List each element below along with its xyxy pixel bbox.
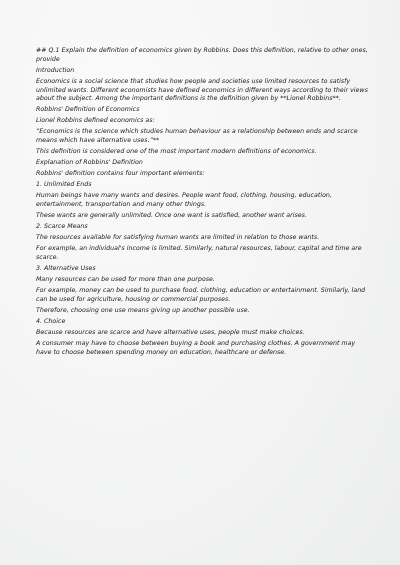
paragraph: For example, money can be used to purchase food, clothing, education or entertainment. Similarly, land can be used for agriculture, housing or commercial purposes. [36, 287, 366, 304]
paragraph: A consumer may have to choose between buying a book and purchasing clothes. A government may have to choose between spending money on education, healthcare or defense. [36, 340, 356, 356]
paragraph: Because resources are scarce and have alternative uses, people must make choices. [36, 329, 305, 337]
paragraph: Economics is a social science that studies how people and societies use limited resources to satisfy unlimited wants. Different economists have defined economics in different ways according to their views about the subject. Among the important definitions is the definition given by **Lionel Robbins**. [36, 77, 368, 103]
quote: “Economics is the science which studies human behaviour as a relationship between ends and scarce means which have alternative uses.”** [36, 128, 358, 145]
section-heading: Explanation of Robbins' Definition [36, 159, 143, 167]
paragraph: Robbins' definition contains four important elements: [36, 170, 205, 178]
subheading: 3. Alternative Uses [36, 265, 96, 273]
paragraph: This definition is considered one of the most important modern definitions of economics. [36, 148, 317, 156]
section-heading: Introduction [36, 66, 75, 74]
paragraph: For example, an individual's income is limited. Similarly, natural resources, labour, capital and time are scarce. [36, 245, 362, 262]
subheading: 4. Choice [36, 318, 66, 326]
document-body [36, 47, 370, 360]
paragraph: Many resources can be used for more than one purpose. [36, 276, 215, 284]
paragraph: Therefore, choosing one use means giving up another possible use. [36, 307, 250, 315]
section-heading: Robbins' Definition of Economics [36, 106, 140, 114]
subheading: 2. Scarce Means [36, 223, 88, 231]
paragraph: These wants are generally unlimited. Once one want is satisfied, another want arises. [36, 212, 307, 220]
paragraph: Lionel Robbins defined economics as: [36, 117, 155, 125]
paragraph: Human beings have many wants and desires. People want food, clothing, housing, education, entertainment, transportation and many other things. [36, 192, 332, 209]
subheading: 1. Unlimited Ends [36, 181, 92, 189]
question-heading: ## Q.1 Explain the definition of economics given by Robbins. Does this definition, relative to other ones, provide [36, 47, 368, 63]
paragraph: The resources available for satisfying human wants are limited in relation to those wants. [36, 234, 320, 242]
